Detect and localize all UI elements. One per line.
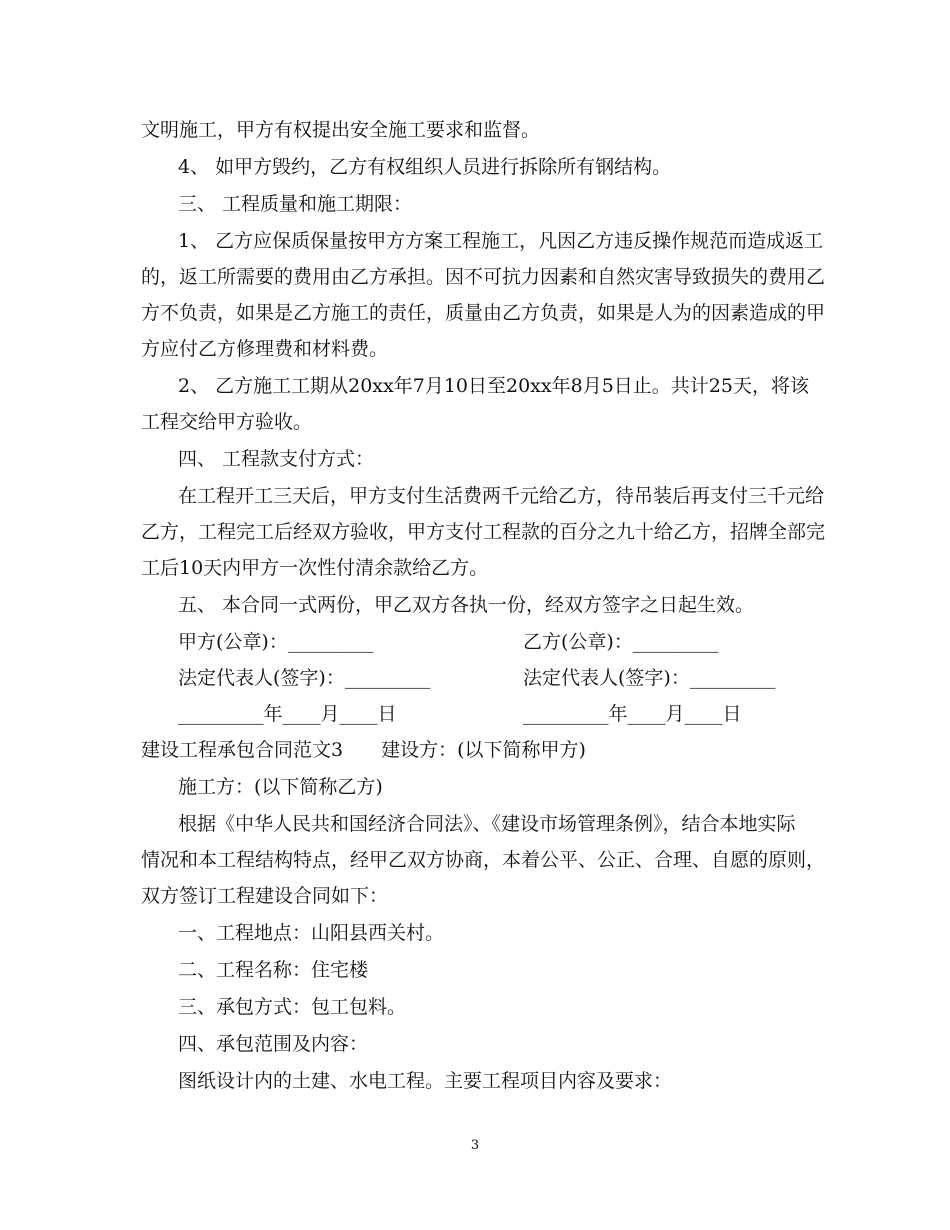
- paragraph-line: 在工程开工三天后，甲方支付生活费两千元给乙方，待吊装后再支付三千元给: [178, 485, 825, 507]
- paragraph-line: 方应付乙方修理费和材料费。: [141, 338, 389, 360]
- paragraph-line: 双方签订工程建设合同如下：: [141, 885, 389, 907]
- paragraph-line: 根据《中华人民共和国经济合同法》、《建设市场管理条例》，结合本地实际: [178, 813, 796, 835]
- paragraph-line: 施工方：(以下简称乙方): [178, 776, 383, 798]
- paragraph-line: 的，返工所需要的费用由乙方承担。因不可抗力因素和自然灾害导致损失的费用乙: [141, 266, 826, 288]
- paragraph-line: 三、承包方式：包工包料。: [178, 996, 407, 1018]
- section-heading: 三、 工程质量和施工期限：: [178, 193, 413, 215]
- paragraph-line: 4、 如甲方毁约，乙方有权组织人员进行拆除所有钢结构。: [178, 156, 672, 178]
- paragraph-line: 文明施工，甲方有权提出安全施工要求和监督。: [141, 119, 541, 141]
- paragraph-line: 一、工程地点：山阳县西关村。: [178, 922, 445, 944]
- paragraph-line: 四、承包范围及内容：: [178, 1033, 369, 1055]
- party-a-date: _________年____月____日: [178, 703, 397, 725]
- party-b-representative: 法定代表人(签字)：_________: [523, 667, 776, 689]
- signature-row-seal: [178, 630, 878, 654]
- signature-row-date: [178, 702, 878, 726]
- paragraph-line: 工程交给甲方验收。: [141, 411, 313, 433]
- paragraph-line: 图纸设计内的土建、水电工程。主要工程项目内容及要求：: [178, 1070, 673, 1092]
- document-title: 建设工程承包合同范文3 建设方：(以下简称甲方): [141, 739, 586, 761]
- party-a-seal: 甲方(公章)：_________: [178, 631, 374, 653]
- paragraph-line: 乙方，工程完工后经双方验收，甲方支付工程款的百分之九十给乙方，招牌全部完: [141, 521, 826, 543]
- party-b-date: _________年____月____日: [523, 703, 742, 725]
- signature-row-rep: [178, 666, 878, 690]
- paragraph-line: 情况和本工程结构特点，经甲乙双方协商，本着公平、公正、合理、自愿的原则，: [141, 849, 826, 871]
- paragraph-line: 方不负责，如果是乙方施工的责任，质量由乙方负责，如果是人为的因素造成的甲: [141, 302, 826, 324]
- party-a-representative: 法定代表人(签字)：_________: [178, 667, 431, 689]
- paragraph-line: 1、 乙方应保质保量按甲方方案工程施工，凡因乙方违反操作规范而造成返工: [178, 230, 824, 252]
- paragraph-line: 五、 本合同一式两份，甲乙双方各执一份，经双方签字之日起生效。: [178, 594, 755, 616]
- paragraph-line: 2、 乙方施工工期从20xx年7月10日至20xx年8月5日止。共计25天，将该: [178, 375, 809, 397]
- paragraph-line: 二、工程名称：住宅楼: [178, 959, 369, 981]
- section-heading: 四、 工程款支付方式：: [178, 448, 375, 470]
- party-b-seal: 乙方(公章)：_________: [523, 631, 719, 653]
- paragraph-line: 工后10天内甲方一次性付清余款给乙方。: [141, 557, 489, 579]
- page-number: 3: [470, 1138, 480, 1153]
